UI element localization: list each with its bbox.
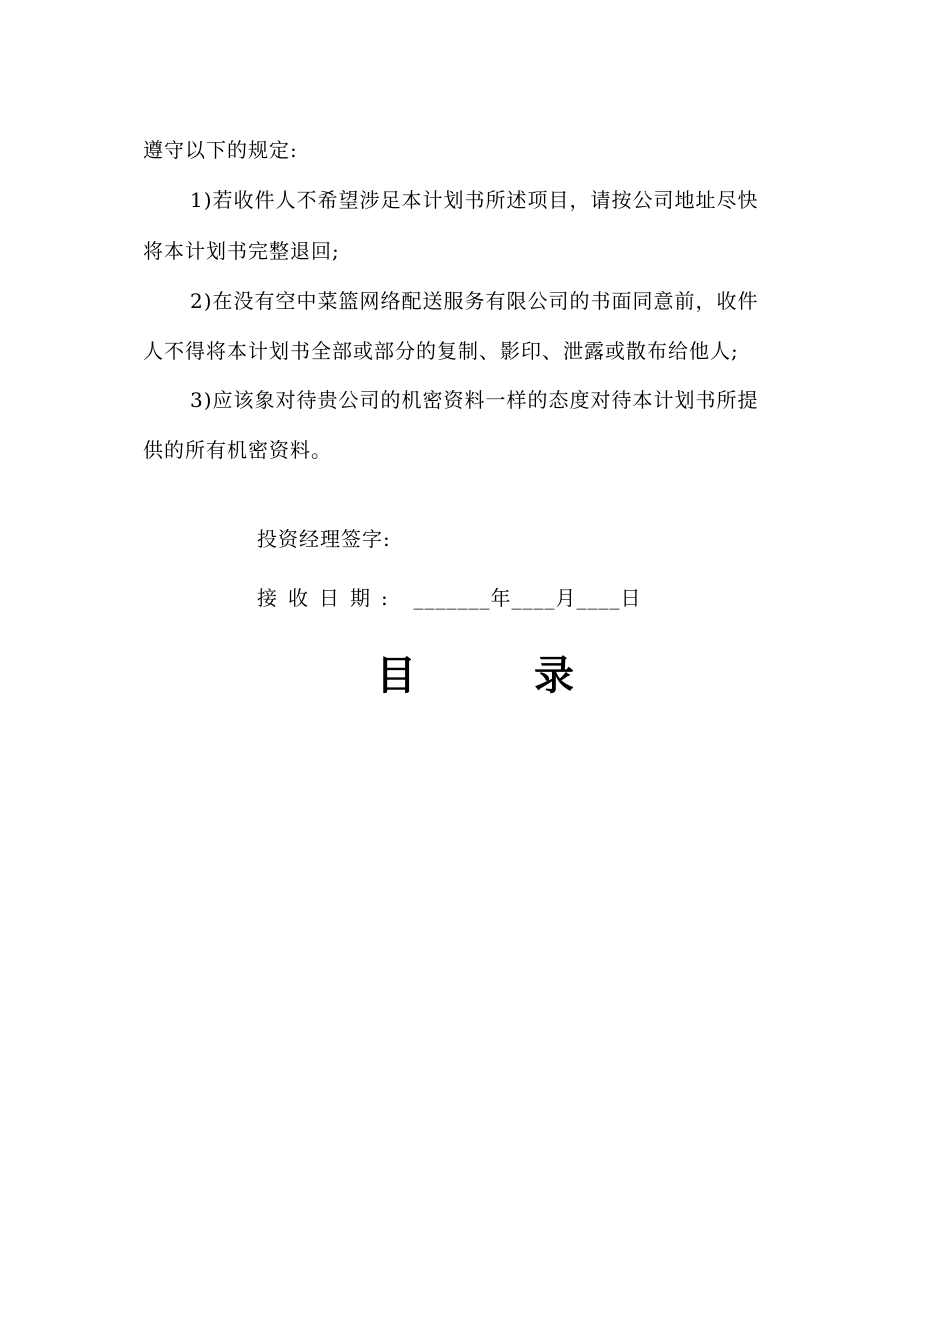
intro-text: 遵守以下的规定:: [143, 138, 298, 162]
clause-2-line-1: 2)在没有空中菜篮网络配送服务有限公司的书面同意前，收件: [190, 289, 759, 313]
clause-3-line-1: 3)应该象对待贵公司的机密资料一样的态度对待本计划书所提: [190, 388, 759, 412]
manager-signature-label: 投资经理签字:: [257, 527, 391, 551]
receipt-date-label: 接收日期:: [257, 586, 399, 610]
clause-2-line-2: 人不得将本计划书全部或部分的复制、影印、泄露或散布给他人;: [143, 339, 739, 363]
clause-3-line-2: 供的所有机密资料。: [143, 438, 332, 462]
table-of-contents-heading: [0, 648, 950, 704]
clause-1-line-1: 1)若收件人不希望涉足本计划书所述项目，请按公司地址尽快: [190, 188, 759, 212]
clause-1-line-2: 将本计划书完整退回;: [143, 239, 340, 263]
receipt-date-blanks: _______年____月____日: [398, 586, 642, 610]
receipt-date-row: [257, 586, 641, 610]
toc-heading-char-2: 录: [534, 652, 574, 699]
toc-heading-char-1: 目: [376, 652, 416, 699]
